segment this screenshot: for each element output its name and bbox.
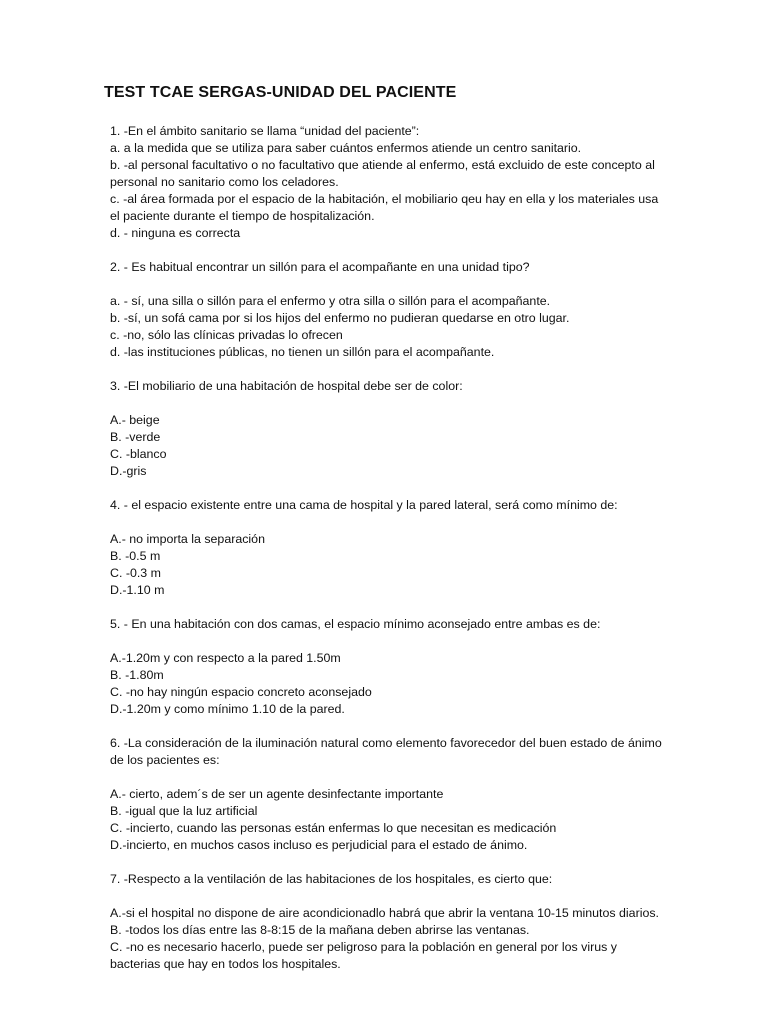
- option-text: b. -al personal facultativo o no facultativo que atiende al enfermo, está excluido de este concepto al personal no sanitario como los celadores.: [110, 158, 655, 189]
- document-title: TEST TCAE SERGAS-UNIDAD DEL PACIENTE: [104, 84, 457, 101]
- option-text: b. -sí, un sofá cama por si los hijos del enfermo no pudieran quedarse en otro lugar.: [110, 311, 570, 325]
- option-text: B. -verde: [110, 430, 161, 444]
- option-text: c. -no, sólo las clínicas privadas lo ofrecen: [110, 328, 343, 342]
- question-text: 4. - el espacio existente entre una cama de hospital y la pared lateral, será como mínimo de:: [110, 498, 618, 512]
- document-body: [110, 123, 670, 973]
- question-block-4: [110, 497, 670, 599]
- option-text: B. -todos los días entre las 8-8:15 de la mañana deben abrirse las ventanas.: [110, 923, 530, 937]
- option-text: C. -no es necesario hacerlo, puede ser peligroso para la población en general por los virus y bacterias que hay en todos los hospitales.: [110, 940, 617, 971]
- question-block-6: [110, 735, 670, 854]
- option-text: C. -incierto, cuando las personas están enfermas lo que necesitan es medicación: [110, 821, 557, 835]
- option-text: A.- no importa la separación: [110, 532, 265, 546]
- option-text: B. -igual que la luz artificial: [110, 804, 258, 818]
- question-text: 3. -El mobiliario de una habitación de hospital debe ser de color:: [110, 379, 463, 393]
- option-text: a. a la medida que se utiliza para saber cuántos enfermos atiende un centro sanitario.: [110, 141, 582, 155]
- option-text: C. -blanco: [110, 447, 167, 461]
- option-text: d. - ninguna es correcta: [110, 226, 241, 240]
- question-text: 5. - En una habitación con dos camas, el espacio mínimo aconsejado entre ambas es de:: [110, 617, 601, 631]
- option-text: A.- cierto, adem´s de ser un agente desinfectante importante: [110, 787, 444, 801]
- question-block-3: [110, 378, 670, 480]
- question-block-2: [110, 259, 670, 361]
- question-block-7: [110, 871, 670, 973]
- option-text: D.-incierto, en muchos casos incluso es perjudicial para el estado de ánimo.: [110, 838, 528, 852]
- option-text: d. -las instituciones públicas, no tienen un sillón para el acompañante.: [110, 345, 495, 359]
- option-text: a. - sí, una silla o sillón para el enfermo y otra silla o sillón para el acompañante.: [110, 294, 551, 308]
- question-text: 1. -En el ámbito sanitario se llama “unidad del paciente”:: [110, 124, 420, 138]
- option-text: D.-gris: [110, 464, 147, 478]
- option-text: A.-1.20m y con respecto a la pared 1.50m: [110, 651, 341, 665]
- option-text: D.-1.20m y como mínimo 1.10 de la pared.: [110, 702, 345, 716]
- option-text: B. -0.5 m: [110, 549, 161, 563]
- question-block-1: [110, 123, 670, 242]
- option-text: C. -no hay ningún espacio concreto aconsejado: [110, 685, 372, 699]
- option-text: A.- beige: [110, 413, 160, 427]
- question-text: 2. - Es habitual encontrar un sillón para el acompañante en una unidad tipo?: [110, 260, 530, 274]
- option-text: B. -1.80m: [110, 668, 164, 682]
- option-text: D.-1.10 m: [110, 583, 165, 597]
- question-block-5: [110, 616, 670, 718]
- option-text: c. -al área formada por el espacio de la habitación, el mobiliario qeu hay en ella y los materiales usa el paciente durante el tiempo de hospitalización.: [110, 192, 659, 223]
- question-text: 7. -Respecto a la ventilación de las habitaciones de los hospitales, es cierto que:: [110, 872, 553, 886]
- question-text: 6. -La consideración de la iluminación natural como elemento favorecedor del buen estado de ánimo de los pacientes es:: [110, 736, 662, 767]
- option-text: A.-si el hospital no dispone de aire acondicionadlo habrá que abrir la ventana 10-15 minutos diarios.: [110, 906, 659, 920]
- option-text: C. -0.3 m: [110, 566, 161, 580]
